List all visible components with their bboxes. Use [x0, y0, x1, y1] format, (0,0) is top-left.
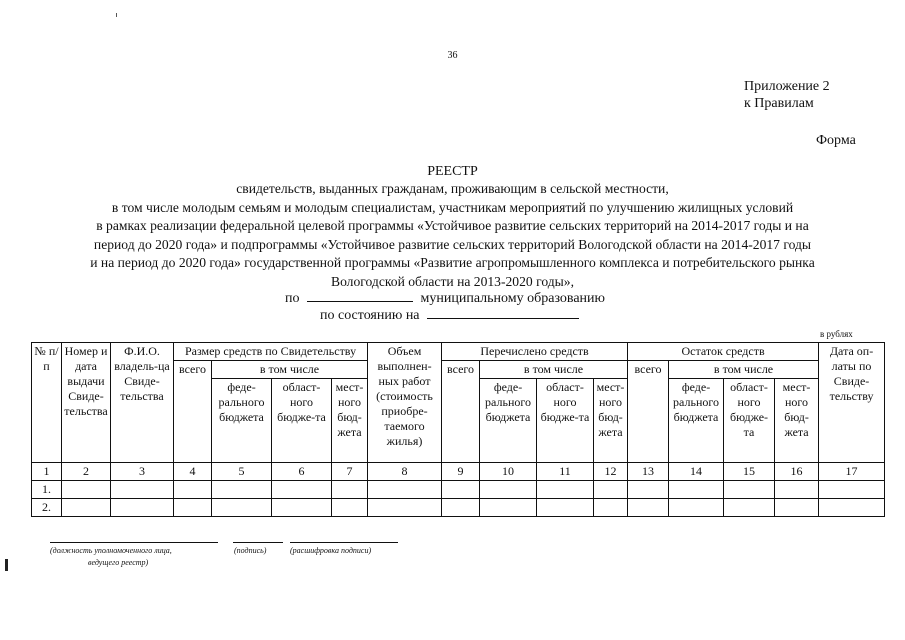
table-cell[interactable]: [724, 481, 775, 499]
column-number: 2: [62, 463, 111, 481]
column-number: 4: [174, 463, 212, 481]
column-number: 17: [819, 463, 885, 481]
row-number: 2.: [32, 499, 62, 517]
table-cell[interactable]: [669, 499, 724, 517]
column-number: 7: [332, 463, 368, 481]
header-payment-date: Дата оп-латы по Свиде-тельству: [819, 343, 885, 463]
table-cell[interactable]: [669, 481, 724, 499]
table-cell[interactable]: [212, 499, 272, 517]
description-line: Вологодской области на 2013-2020 годы»,: [331, 273, 574, 289]
header-including: в том числе: [480, 361, 628, 379]
as-of-date-blank[interactable]: [427, 305, 579, 319]
column-number: 5: [212, 463, 272, 481]
decode-line[interactable]: [290, 542, 398, 543]
header-federal: феде-рального бюджета: [669, 379, 724, 463]
header-total: всего: [442, 361, 480, 463]
table-cell[interactable]: [111, 499, 174, 517]
table-cell[interactable]: [594, 499, 628, 517]
scan-mark: [5, 559, 8, 571]
table-cell[interactable]: [332, 481, 368, 499]
table-cell[interactable]: [62, 499, 111, 517]
table-cell[interactable]: [272, 481, 332, 499]
row-number: 1.: [32, 481, 62, 499]
header-federal: феде-рального бюджета: [480, 379, 537, 463]
page-number: 36: [447, 50, 458, 61]
table-cell[interactable]: [442, 481, 480, 499]
table-cell[interactable]: [628, 499, 669, 517]
column-number: 6: [272, 463, 332, 481]
header-including: в том числе: [669, 361, 819, 379]
header-regional: област-ного бюдже-та: [724, 379, 775, 463]
column-number: 11: [537, 463, 594, 481]
header-regional: област-ного бюдже-та: [272, 379, 332, 463]
table-cell[interactable]: [212, 481, 272, 499]
table-cell[interactable]: [442, 499, 480, 517]
description-line: в том числе молодым семьям и молодым специалистам, участникам мероприятий по улучшению жилищных условий: [111, 199, 794, 215]
municipality-prefix: по: [285, 291, 300, 306]
header-including: в том числе: [212, 361, 368, 379]
table-cell[interactable]: [174, 499, 212, 517]
column-number: 9: [442, 463, 480, 481]
header-owner: Ф.И.О. владель-ца Свиде-тельства: [111, 343, 174, 463]
table-row: [32, 499, 885, 517]
municipality-blank[interactable]: [307, 288, 413, 302]
header-size: Размер средств по Свидетельству: [174, 343, 368, 361]
header-regional: област-ного бюдже-та: [537, 379, 594, 463]
column-number: 3: [111, 463, 174, 481]
signature-caption: (подпись): [234, 546, 267, 555]
column-number: 1: [32, 463, 62, 481]
header-total: всего: [628, 361, 669, 463]
header-federal: феде-рального бюджета: [212, 379, 272, 463]
table-cell[interactable]: [174, 481, 212, 499]
table-cell[interactable]: [332, 499, 368, 517]
table-cell[interactable]: [62, 481, 111, 499]
table-cell[interactable]: [480, 499, 537, 517]
position-line[interactable]: [50, 542, 218, 543]
registry-table: [31, 342, 885, 517]
table-cell[interactable]: [628, 481, 669, 499]
header-number-date: Номер и дата выдачи Свиде-тельства: [62, 343, 111, 463]
document-description: [30, 180, 875, 292]
column-number: 12: [594, 463, 628, 481]
header-remainder: Остаток средств: [628, 343, 819, 361]
table-cell[interactable]: [368, 499, 442, 517]
position-caption: (должность уполномоченного лица,: [50, 546, 172, 555]
table-cell[interactable]: [819, 499, 885, 517]
header-transferred: Перечислено средств: [442, 343, 628, 361]
table-cell[interactable]: [775, 481, 819, 499]
header-volume: Объем выполнен-ных работ (стоимость приобре-таемого жилья): [368, 343, 442, 463]
document-title: РЕЕСТР: [427, 164, 478, 179]
description-line: в рамках реализации федеральной целевой программы «Устойчивое развитие сельских территорий на 2014-2017 годы и на: [96, 218, 809, 234]
as-of-line: [320, 305, 579, 324]
table-cell[interactable]: [594, 481, 628, 499]
header-local: мест-ного бюд-жета: [775, 379, 819, 463]
table-cell[interactable]: [537, 499, 594, 517]
description-line: период до 2020 года» и подпрограммы «Устойчивое развитие сельских территорий Вологодской области на 2014-2017 годы: [93, 236, 812, 252]
table-row: [32, 481, 885, 499]
table-cell[interactable]: [272, 499, 332, 517]
column-number: 15: [724, 463, 775, 481]
signature-line[interactable]: [233, 542, 283, 543]
column-number: 16: [775, 463, 819, 481]
table-cell[interactable]: [480, 481, 537, 499]
table-cell[interactable]: [537, 481, 594, 499]
table-cell[interactable]: [775, 499, 819, 517]
column-number: 14: [669, 463, 724, 481]
description-line: свидетельств, выданных гражданам, проживающим в сельской местности,: [236, 181, 669, 196]
form-label: Форма: [816, 133, 856, 148]
position-caption-2: ведущего реестр): [88, 558, 149, 567]
appendix-line-1: Приложение 2: [744, 79, 830, 94]
header-local: мест-ного бюд-жета: [332, 379, 368, 463]
table-cell[interactable]: [368, 481, 442, 499]
as-of-prefix: по состоянию на: [320, 308, 420, 323]
municipality-suffix: муниципальному образованию: [420, 291, 605, 306]
table-cell[interactable]: [111, 481, 174, 499]
scan-mark: [116, 13, 117, 17]
decode-caption: (расшифровка подписи): [290, 546, 372, 555]
units-label: в рублях: [820, 329, 853, 339]
column-number: 13: [628, 463, 669, 481]
table-cell[interactable]: [724, 499, 775, 517]
table-cell[interactable]: [819, 481, 885, 499]
header-no: № п/п: [32, 343, 62, 463]
column-number-row: [32, 463, 885, 481]
signature-block: [50, 542, 410, 572]
column-number: 10: [480, 463, 537, 481]
header-total: всего: [174, 361, 212, 463]
header-local: мест-ного бюд-жета: [594, 379, 628, 463]
appendix-line-2: к Правилам: [744, 96, 814, 111]
column-number: 8: [368, 463, 442, 481]
description-line: и на период до 2020 года» государственной программы «Развитие агропромышленного комплекса и потребительского рынка: [90, 255, 815, 271]
